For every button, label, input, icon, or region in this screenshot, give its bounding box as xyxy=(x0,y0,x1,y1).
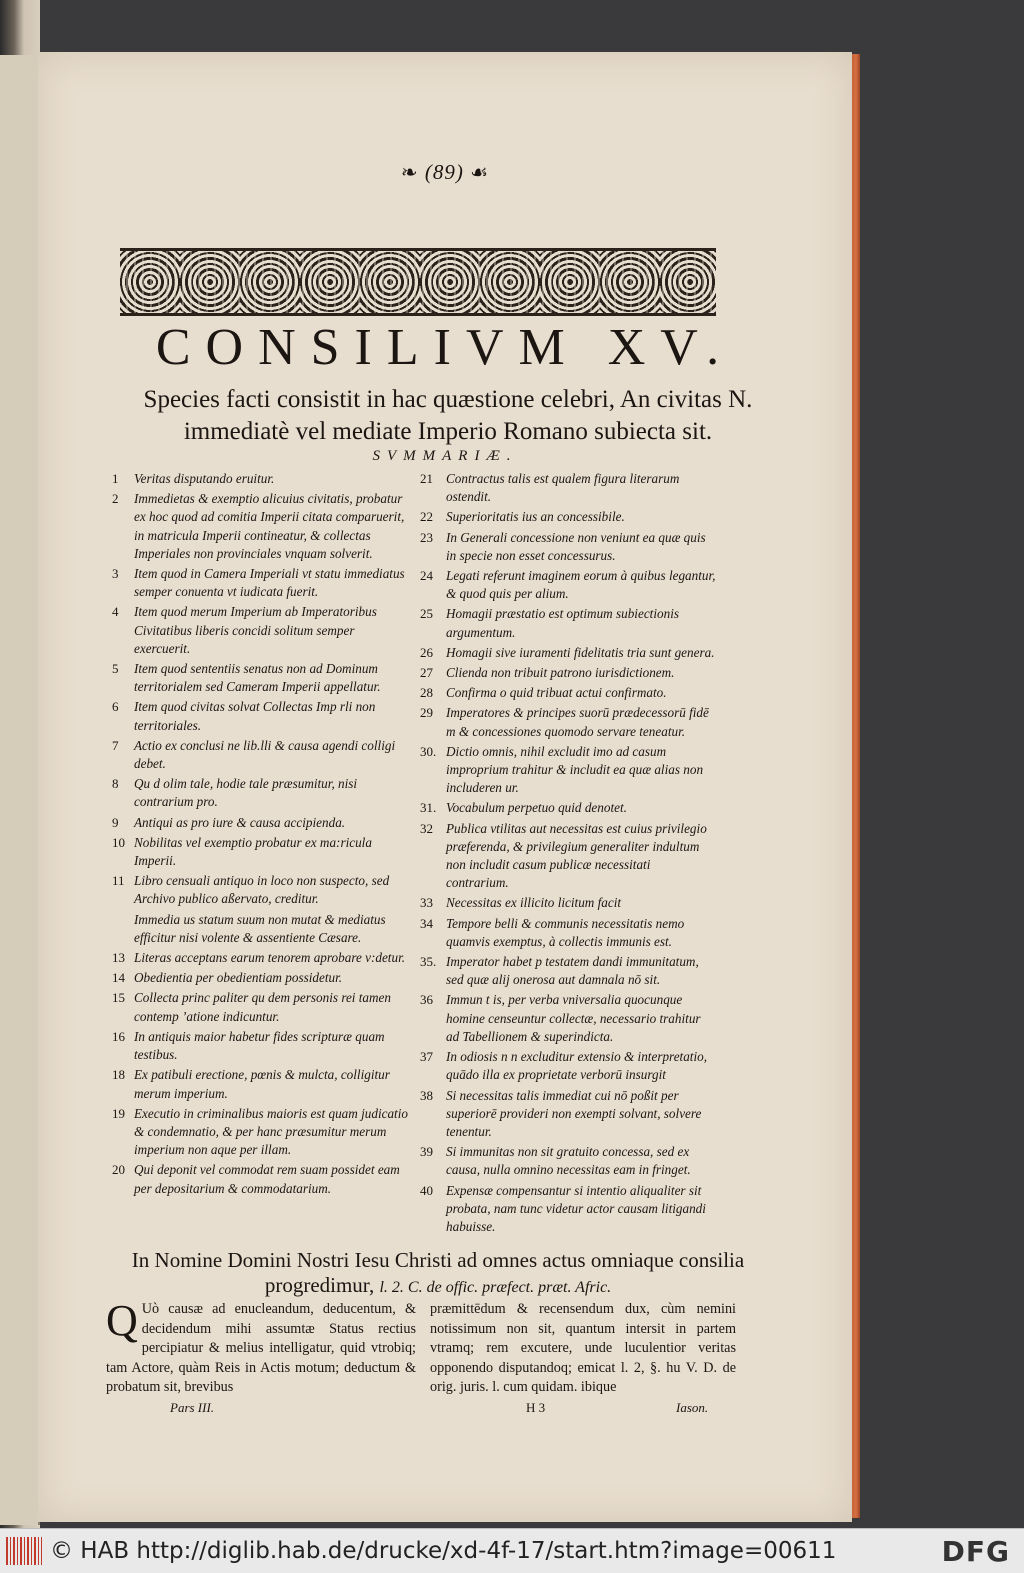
species-facti: Species facti consistit in hac quæstione celebri, An civitas N. immediatè vel mediate Imperio Romano subiecta sit. xyxy=(143,386,753,445)
hab-barcode-icon xyxy=(6,1537,42,1565)
summary-entry: 37 In odiosis n n excluditur extensio & interpretatio, quādo illa ex proprietate verborū insurgit xyxy=(420,1049,708,1083)
source-credit[interactable]: © HAB http://diglib.hab.de/drucke/xd-4f-17/start.htm?image=00611 xyxy=(50,1538,837,1564)
catchword: Iason. xyxy=(676,1400,709,1415)
summary-entry: 3 Item quod in Camera Imperiali vt statu immediatus semper conuenta vt iudicata fuerit. xyxy=(112,566,405,600)
body-text-left: Uò causæ ad enucleandum, deducentum, & decidendum mihi assumtæ Status rectius percipiatur & melius intelligatur, quid vtrobiq; tam Actore, quàm Reis in Actis motum; deductum & probatum sit, brevibus xyxy=(106,1301,416,1395)
summary-entry: 24 Legati referunt imaginem eorum à quibus legantur, & quod quis per alium. xyxy=(420,568,716,602)
summary-entry: 18 Ex patibuli erectione, pœnis & mulcta, colligitur merum imperium. xyxy=(112,1067,390,1101)
summary-entry: 6 Item quod civitas solvat Collectas Imp rli non territoriales. xyxy=(112,699,376,733)
book-page xyxy=(38,52,852,1522)
summaria-left-column xyxy=(112,470,408,1200)
page-title: CONSILIVM XV. xyxy=(155,319,735,376)
folio xyxy=(38,160,852,185)
fleuron-right-icon: ☙ xyxy=(470,162,490,184)
summary-entry: 32 Publica vtilitas aut necessitas est cuius privilegio præferenda, & privilegium generaliter indultum non includit casum publicæ necessitati contrarium. xyxy=(420,820,707,891)
summary-entry: 35. Imperator habet p testatem dandi immunitatum, sed quæ alij onerosa aut damnala nō sit. xyxy=(420,954,699,988)
summary-entry: 33 Necessitas ex illicito licitum facit xyxy=(420,895,622,911)
drop-capital: Q xyxy=(106,1296,138,1345)
gathering-mark: H 3 xyxy=(526,1400,546,1415)
summary-entry: 21 Contractus talis est qualem figura literarum ostendit. xyxy=(420,471,680,505)
invocation-citation: l. 2. C. de offic. præfect. præt. Afric. xyxy=(379,1279,612,1296)
invocation-text: In Nomine Domini Nostri Iesu Christi ad omnes actus omniaque consilia progredimur, xyxy=(131,1248,745,1297)
dfg-logo: DFG xyxy=(941,1535,1010,1568)
summary-entry: 36 Immun t is, per verba vniversalia quocunque homine censeuntur collectæ, necessario trahitur ad Tabellionem & superindicta. xyxy=(420,992,701,1044)
page-number: (89) xyxy=(424,160,464,184)
summary-entry: 5 Item quod sententiis senatus non ad Dominum territorialem sed Cameram Imperii appellatur. xyxy=(112,661,381,695)
summaria-heading: SVMMARIÆ. xyxy=(372,448,518,464)
summary-entry: 38 Si necessitas talis immediat cui nō poßit per superiorē provideri non exempti solvant, solvere tenentur. xyxy=(420,1087,702,1139)
summary-entry: 22 Superioritatis ius an concessibile. xyxy=(420,509,625,525)
summary-entry: 15 Collecta princ paliter qu dem personis rei tamen contemp ’atione indicuntur. xyxy=(112,990,392,1024)
summary-entry: 13 Literas acceptans earum tenorem aprobare v:detur. xyxy=(112,950,406,966)
body-column-left xyxy=(106,1296,416,1398)
summary-entry: 11 Libro censuali antiquo in loco non suspecto, sed Archivo publico aßervato, creditur. xyxy=(112,873,390,907)
summary-entry: 10 Nobilitas vel exemptio probatur ex ma:ricula Imperii. xyxy=(112,834,372,869)
summary-entry: 25 Homagii præstatio est optimum subiectionis argumentum. xyxy=(420,606,679,640)
summary-entry: 40 Expensæ compensantur si intentio aliqualiter sit probata, nam tunc videtur actor causam litigandi habuisse. xyxy=(420,1182,706,1234)
viewer-footer xyxy=(0,1528,1024,1573)
summary-entry: 29 Imperatores & principes suorū prædecessorū fidē m & concessiones quomodo servare teneatur. xyxy=(420,705,709,739)
signature-mark: Pars III. xyxy=(170,1400,215,1415)
summary-entry: 7 Actio ex conclusi ne lib.lli & causa agendi colligi debet. xyxy=(112,737,396,772)
summary-entry: 8 Qu d olim tale, hodie tale præsumitur, nisi contrarium pro. xyxy=(112,776,358,810)
ornamental-headpiece xyxy=(120,248,716,316)
summary-entry: 39 Si immunitas non sit gratuito concessa, sed ex causa, nulla omnino necessitas eam in fringet. xyxy=(420,1144,691,1178)
summary-entry: 31. Vocabulum perpetuo quid denotet. xyxy=(420,800,627,816)
summary-entry: 28 Confirma o quid tribuat actui confirmato. xyxy=(420,685,667,701)
summary-entry: 26 Homagii sive iuramenti fidelitatis tria sunt genera. xyxy=(420,644,715,660)
body-column-right xyxy=(430,1300,736,1398)
red-page-edge xyxy=(852,54,860,1518)
summary-entry: 1 Veritas disputando eruitur. xyxy=(112,471,275,486)
summary-entry: 14 Obedientia per obedientiam possidetur. xyxy=(112,970,343,986)
fleuron-left-icon: ❧ xyxy=(400,162,419,184)
summaria-right-column xyxy=(420,470,716,1238)
summary-entry: 23 In Generali concessione non veniunt ea quæ quis in specie non esset concessurus. xyxy=(420,529,706,563)
summary-entry: 4 Item quod merum Imperium ab Imperatoribus Civitatibus liberis concidi solitum semper exercuerit. xyxy=(112,604,377,656)
previous-page-edge xyxy=(0,55,40,1525)
invocation-heading xyxy=(98,1248,778,1300)
summary-entry: Immedia us statum suum non mutat & mediatus efficitur nisi volente & assentiente Cæsare. xyxy=(134,911,386,945)
summary-entry: 27 Clienda non tribuit patrono iurisdictionem. xyxy=(420,665,675,681)
summary-entry: 30. Dictio omnis, nihil excludit imo ad casum improprium trahitur & includit ea quæ alias non includeren ur. xyxy=(420,743,704,796)
summary-entry: 34 Tempore belli & communis necessitatis nemo quamvis exemptus, à collectis immunis est. xyxy=(420,915,685,949)
summary-entry: 20 Qui deponit vel commodat rem suam possidet eam per depositarium & commodatarium. xyxy=(112,1162,400,1196)
summary-entry: 19 Executio in criminalibus maioris est quam judicatio & condemnatio, & per hanc præsumitur merum imperium non aque per illam. xyxy=(112,1105,408,1158)
summary-entry: 16 In antiquis maior habetur fides scripturæ quam testibus. xyxy=(112,1028,385,1063)
summary-entry: 2 Immedietas & exemptio alicuius civitatis, probatur ex hoc quod ad comitia Imperii citata comparuerit, in matricula Imperii contineatur, & collectas Imperiales non provinciales vnquam solverit. xyxy=(112,491,405,561)
summary-entry: 9 Antiqui as pro iure & causa accipienda. xyxy=(112,814,346,830)
body-text-right: præmittēdum & recensendum dux, cùm nemini notissimum non sit, quantum intersit in partem vtramq; rem excutere, unde luculentior veritas opponendo disputandoq; emicat l. 2, §. hu V. D. de orig. juris. l. cum quidam. ibique xyxy=(430,1301,736,1395)
